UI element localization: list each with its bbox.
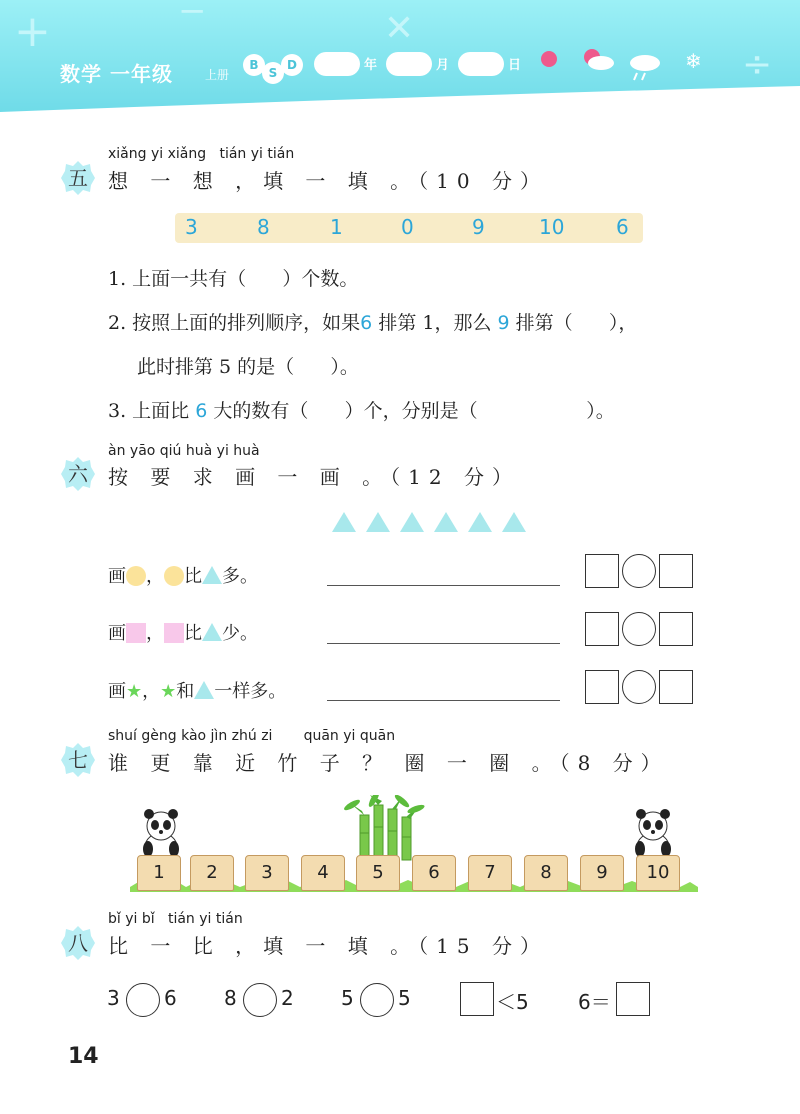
compare-right-number: 2	[281, 986, 294, 1010]
triangle-icon	[434, 512, 458, 532]
answer-circle[interactable]	[622, 612, 656, 646]
inequality-expression: ＜5	[496, 990, 529, 1014]
triangle-icon	[202, 566, 222, 584]
section8-pinyin: bǐ yi bǐ tián yi tián	[108, 911, 243, 927]
svg-text:✕: ✕	[384, 8, 415, 49]
triangle-icon	[468, 512, 492, 532]
green-star-icon: ★	[126, 681, 143, 702]
snowflake-icon: ❄	[685, 49, 702, 73]
answer-line[interactable]	[327, 700, 560, 701]
subject-grade-title: 数学 一年级	[60, 62, 173, 86]
tree-stump[interactable]: 8	[524, 855, 568, 891]
edition-letter: D	[281, 54, 303, 76]
answer-box[interactable]	[585, 612, 619, 646]
day-field[interactable]	[458, 52, 504, 76]
section6-badge: 六	[60, 456, 96, 492]
tree-stump[interactable]: 3	[245, 855, 289, 891]
compare-answer-circle[interactable]	[243, 983, 277, 1017]
page-header	[0, 0, 800, 115]
tree-stump[interactable]: 7	[468, 855, 512, 891]
answer-circle[interactable]	[622, 670, 656, 704]
triangle-icon	[202, 623, 222, 641]
edition-letter: B	[243, 54, 265, 76]
weather-icons	[535, 46, 715, 82]
sequence-number: 9	[472, 215, 485, 239]
answer-line[interactable]	[327, 643, 560, 644]
draw-row-squares: 画 ， 比 少。	[108, 623, 258, 644]
partly-cloudy-icon	[584, 49, 614, 70]
bamboo-icon	[343, 795, 426, 860]
equation-expression: 6＝	[578, 990, 611, 1014]
triangle-icon	[332, 512, 356, 532]
compare-right-number: 5	[398, 986, 411, 1010]
month-field[interactable]	[386, 52, 432, 76]
section6-title: 按 要 求 画 一 画 。（12 分）	[108, 465, 520, 489]
edition-letter: S	[262, 62, 284, 84]
answer-box[interactable]	[659, 554, 693, 588]
question-1: 1. 上面一共有（ ）个数。	[108, 268, 359, 290]
number-six: 6	[360, 312, 373, 334]
section7-pinyin: shuí gèng kào jìn zhú zi quān yi quān	[108, 728, 396, 744]
compare-left-number: 5	[341, 986, 354, 1010]
pink-square-icon	[164, 623, 184, 643]
sequence-number: 3	[185, 215, 198, 239]
section8-badge: 八	[60, 925, 96, 961]
day-label: 日	[508, 58, 522, 73]
triangle-icon	[366, 512, 390, 532]
answer-circle[interactable]	[622, 554, 656, 588]
sequence-number: 8	[257, 215, 270, 239]
triangle-icon	[400, 512, 424, 532]
pink-square-icon	[126, 623, 146, 643]
tree-stump[interactable]: 9	[580, 855, 624, 891]
number-six: 6	[195, 400, 208, 422]
sequence-number: 1	[330, 215, 343, 239]
tree-stump[interactable]: 4	[301, 855, 345, 891]
tree-stump[interactable]: 1	[137, 855, 181, 891]
question-2-continued: 此时排第 5 的是（ ）。	[137, 356, 359, 378]
tree-stump[interactable]: 10	[636, 855, 680, 891]
answer-line[interactable]	[327, 585, 560, 586]
tree-stump[interactable]: 6	[412, 855, 456, 891]
year-label: 年	[364, 58, 378, 73]
answer-box[interactable]	[585, 554, 619, 588]
section5-pinyin: xiǎng yi xiǎng tián yi tián	[108, 146, 295, 162]
section5-badge: 五	[60, 160, 96, 196]
month-label: 月	[436, 58, 450, 73]
yellow-circle-icon	[126, 566, 146, 586]
compare-right-number: 6	[164, 986, 177, 1010]
compare-answer-circle[interactable]	[126, 983, 160, 1017]
sequence-number: 0	[401, 215, 414, 239]
inequality-answer-box[interactable]	[460, 982, 494, 1016]
section5-title: 想 一 想 ，填 一 填 。（10 分）	[108, 169, 548, 193]
draw-row-circles: 画 ， 比 多。	[108, 566, 258, 587]
volume-label: 上册	[205, 68, 230, 82]
tree-stump[interactable]: 2	[190, 855, 234, 891]
panda-right-icon	[635, 809, 671, 861]
section7-title: 谁 更 靠 近 竹 子 ？ 圈 一 圈 。（8 分）	[108, 751, 669, 775]
number-nine: 9	[497, 312, 510, 334]
year-field[interactable]	[314, 52, 360, 76]
equation-answer-box[interactable]	[616, 982, 650, 1016]
sun-icon	[541, 51, 557, 67]
svg-text:+: +	[14, 6, 51, 57]
compare-left-number: 3	[107, 986, 120, 1010]
sequence-number: 10	[539, 215, 565, 239]
section8-title: 比 一 比 ，填 一 填 。（15 分）	[108, 934, 548, 958]
compare-answer-circle[interactable]	[360, 983, 394, 1017]
green-star-icon: ★	[160, 681, 177, 702]
panda-left-icon	[143, 809, 179, 861]
number-sequence-bar	[175, 213, 643, 243]
sequence-number: 6	[616, 215, 629, 239]
draw-row-stars: 画★，★和 一样多。	[108, 681, 287, 702]
question-2: 2. 按照上面的排列顺序，如果6 排第 1，那么 9 排第（ ），	[108, 312, 638, 334]
compare-left-number: 8	[224, 986, 237, 1010]
answer-box[interactable]	[585, 670, 619, 704]
yellow-circle-icon	[164, 566, 184, 586]
section6-pinyin: àn yāo qiú huà yi huà	[108, 443, 260, 459]
answer-box[interactable]	[659, 670, 693, 704]
tree-stump[interactable]: 5	[356, 855, 400, 891]
answer-box[interactable]	[659, 612, 693, 646]
triangle-icon	[194, 681, 214, 699]
page-number: 14	[68, 1044, 99, 1069]
question-3: 3. 上面比 6 大的数有（ ）个，分别是（ ）。	[108, 400, 615, 422]
cloudy-icon	[630, 55, 660, 80]
triangle-icon	[502, 512, 526, 532]
section7-badge: 七	[60, 742, 96, 778]
svg-text:÷: ÷	[742, 44, 773, 85]
svg-text:−: −	[178, 0, 207, 31]
